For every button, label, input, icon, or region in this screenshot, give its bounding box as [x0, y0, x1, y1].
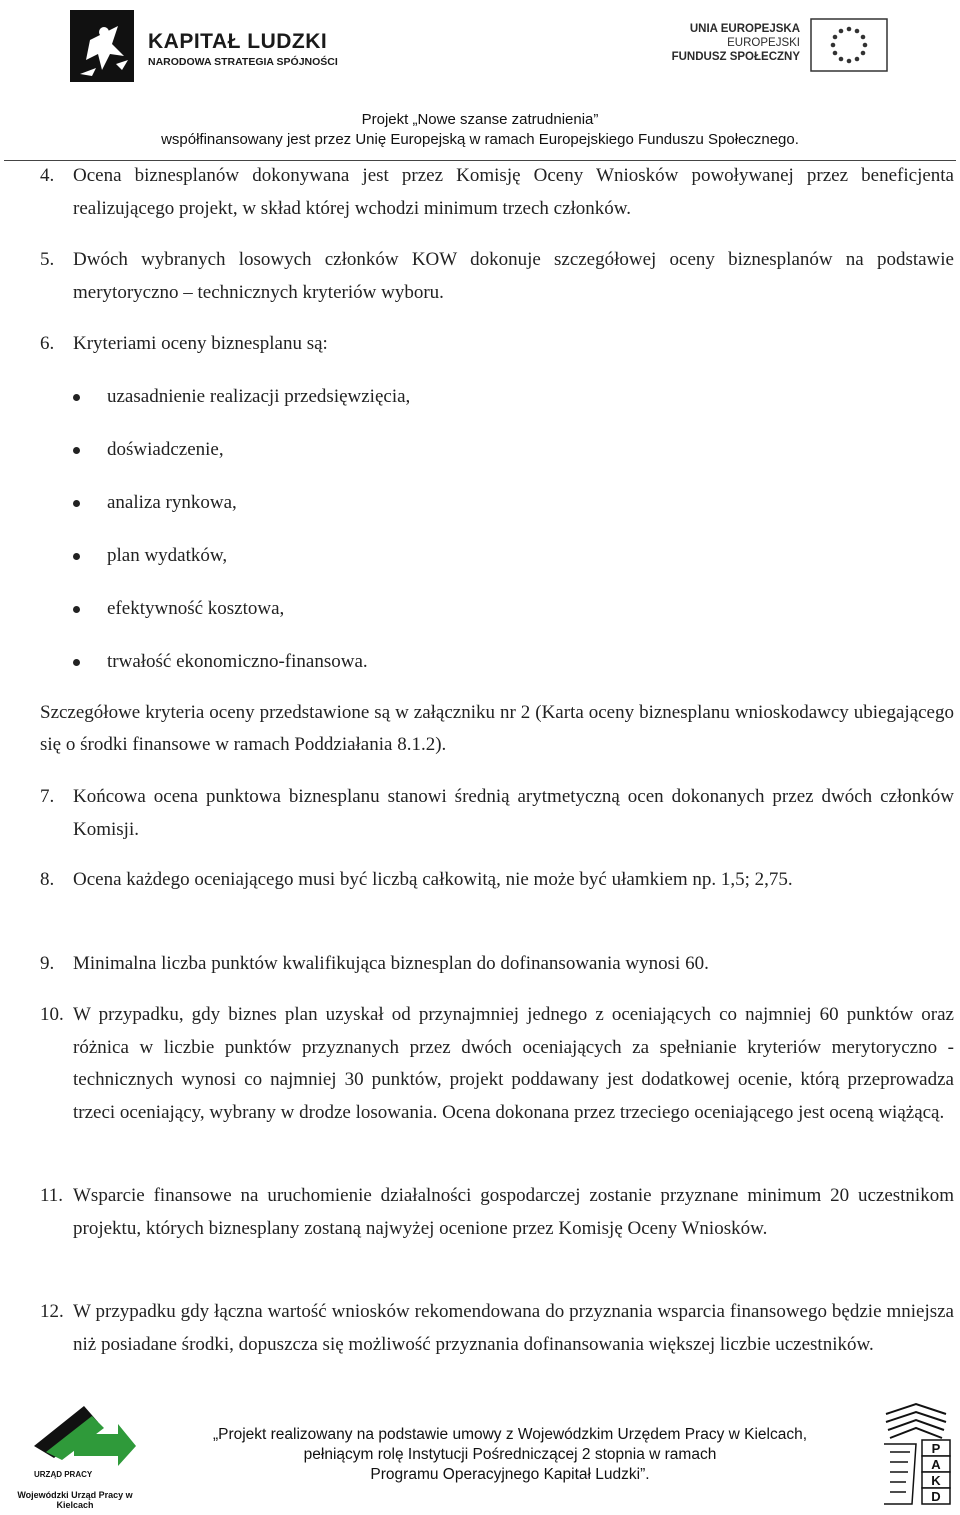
item-11-number: 11.: [40, 1185, 64, 1206]
criterion-item: efektywność kosztowa,: [107, 598, 285, 619]
eu-fund-label: [660, 22, 800, 64]
kapital-ludzki-subtitle: NARODOWA STRATEGIA SPÓJNOŚCI: [148, 56, 338, 68]
svg-text:D: D: [931, 1489, 941, 1504]
pakd-logo: [876, 1400, 956, 1510]
criterion-item: doświadczenie,: [107, 439, 224, 460]
wup-arrow-icon: [14, 1400, 140, 1470]
criterion-item: trwałość ekonomiczno-finansowa.: [107, 651, 368, 672]
bullet-icon: [73, 500, 80, 507]
eu-line-2: EUROPEJSKI: [727, 37, 800, 49]
eu-stars-icon: [810, 18, 888, 72]
item-7-number: 7.: [40, 786, 55, 807]
bullet-icon: [73, 394, 80, 401]
item-10-number: 10.: [40, 1004, 64, 1025]
eu-line-3: FUNDUSZ SPOŁECZNY: [671, 51, 800, 63]
item-6-text: Kryteriami oceny biznesplanu są:: [73, 333, 328, 354]
project-name: Projekt „Nowe szanse zatrudnienia”: [361, 111, 599, 128]
item-6-number: 6.: [40, 333, 55, 354]
bullet-icon: [73, 606, 80, 613]
footer-line-1: „Projekt realizowany na podstawie umowy z Wojewódzkim Urzędem Pracy w Kielcach,: [212, 1426, 808, 1443]
item-8-number: 8.: [40, 869, 55, 890]
item-10-text: W przypadku, gdy biznes plan uzyskał od przynajmniej jednego z oceniających co najmniej 60 punktów oraz różnica w liczbie punktów przyznanych przez dwóch oceniających za spełnianie kryteriów merytoryczno - technicznych wynosi co najmniej 30 punktów, projekt poddawany jest dodatkowej ocenie, którą przeprowadza trzeci oceniający, wybrany w drodze losowania. Ocena dokonana przez trzeciego oceniającego jest oceną wiążącą.: [73, 1004, 954, 1123]
criterion-item: analiza rynkowa,: [107, 492, 237, 513]
bullet-icon: [73, 553, 80, 560]
item-8-text: Ocena każdego oceniającego musi być liczbą całkowitą, nie może być ułamkiem np. 1,5; 2,75.: [73, 869, 793, 890]
kapital-ludzki-title: KAPITAŁ LUDZKI: [148, 30, 328, 53]
wup-name: Wojewódzki Urząd Pracy w Kielcach: [17, 1490, 133, 1510]
criteria-details-paragraph: Szczegółowe kryteria oceny przedstawione są w załączniku nr 2 (Karta oceny biznesplanu wnioskodawcy ubiegającego się o środki finansowe w ramach Poddziałania 8.1.2).: [40, 702, 954, 755]
item-5-number: 5.: [40, 249, 55, 270]
footer-note: [150, 1425, 870, 1485]
item-4-number: 4.: [40, 165, 55, 186]
item-9-number: 9.: [40, 953, 55, 974]
svg-text:K: K: [931, 1473, 941, 1488]
bullet-icon: [73, 447, 80, 454]
svg-text:P: P: [931, 1441, 941, 1456]
bullet-icon: [73, 659, 80, 666]
item-4-text: Ocena biznesplanów dokonywana jest przez Komisję Oceny Wniosków powoływanej przez beneficjenta realizującego projekt, w skład której wchodzi minimum trzech członków.: [73, 165, 954, 219]
wup-label: URZĄD PRACY: [34, 1470, 93, 1479]
item-12-text: W przypadku gdy łączna wartość wniosków rekomendowana do przyznania wsparcia finansowego będzie mniejsza niż posiadane środki, dopuszcza się możliwość przyznania dofinansowania większej liczbie uczestników.: [73, 1301, 954, 1355]
item-11-text: Wsparcie finansowe na uruchomienie działalności gospodarczej zostanie przyznane minimum 20 uczestnikom projektu, których biznesplany zostaną najwyżej ocenione przez Komisję Oceny Wniosków.: [73, 1185, 954, 1239]
item-5-text: Dwóch wybranych losowych członków KOW dokonuje szczegółowej oceny biznesplanów na podstawie merytoryczno – technicznych kryteriów wyboru.: [73, 249, 954, 303]
footer-line-3: Programu Operacyjnego Kapitał Ludzki”.: [370, 1466, 650, 1483]
pakd-emblem-icon: [876, 1400, 956, 1510]
eu-flag-logo: [810, 18, 888, 72]
criterion-item: plan wydatków,: [107, 545, 228, 566]
cofinancing-note: współfinansowany jest przez Unię Europejską w ramach Europejskiego Funduszu Społecznego.: [161, 131, 799, 148]
kapital-ludzki-emblem-icon: [66, 4, 146, 90]
item-9-text: Minimalna liczba punktów kwalifikująca biznesplan do dofinansowania wynosi 60.: [73, 953, 709, 974]
eu-line-1: UNIA EUROPEJSKA: [689, 23, 800, 35]
item-12-number: 12.: [40, 1301, 64, 1322]
svg-text:A: A: [931, 1457, 941, 1472]
item-7-text: Końcowa ocena punktowa biznesplanu stanowi średnią arytmetyczną ocen dokonanych przez dwóch członków Komisji.: [73, 786, 954, 840]
footer-line-2: pełniącym rolę Instytucji Pośredniczącej 2 stopnia w ramach: [303, 1446, 717, 1463]
criterion-item: uzasadnienie realizacji przedsięwzięcia,: [107, 386, 411, 407]
